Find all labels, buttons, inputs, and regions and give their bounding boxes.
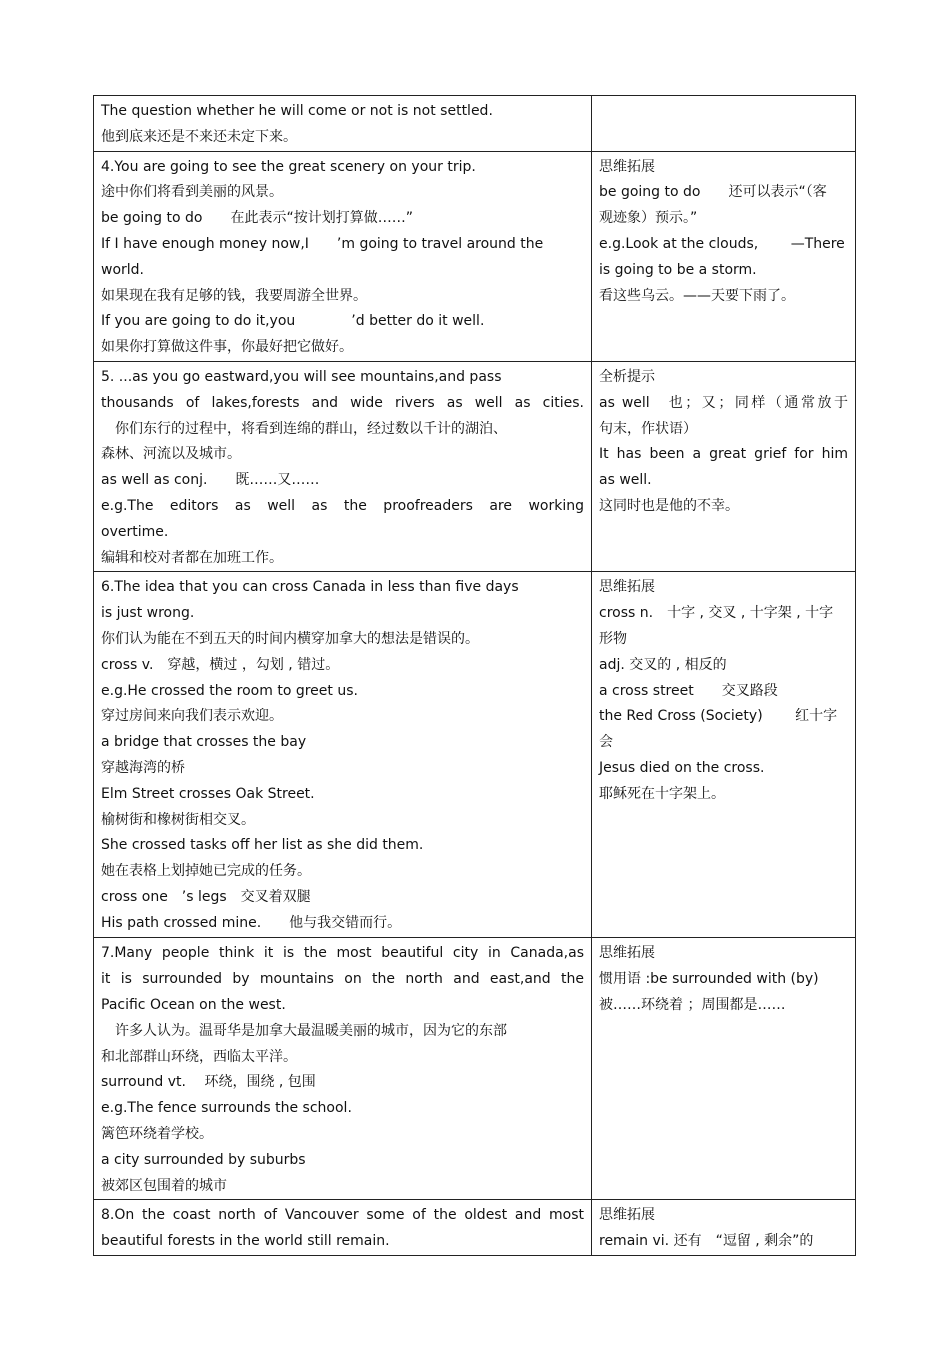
left-cell: [94, 1200, 592, 1256]
left-text-line: cross v. 穿越，横过 ，勾划 , 错过。: [101, 656, 340, 673]
table-row: [94, 572, 856, 938]
left-cell: [94, 151, 592, 361]
left-text-line: 8.On the coast north of Vancouver some of the oldest and most: [101, 1207, 584, 1224]
left-text-line: thousands of lakes,forests and wide rivers as well as cities.: [101, 394, 584, 411]
left-text-line: If I have enough money now,I ’m going to travel around the: [101, 235, 544, 252]
right-text-line: 形物: [599, 630, 627, 647]
left-text-line: 和北部群山环绕，西临太平洋。: [101, 1048, 297, 1065]
right-text-line: 句末，作状语）: [599, 420, 697, 437]
table-row: [94, 361, 856, 571]
left-cell: [94, 361, 592, 571]
left-cell: [94, 572, 592, 938]
left-text-line: 编辑和校对者都在加班工作。: [101, 549, 283, 566]
left-text-line: 如果你打算做这件事，你最好把它做好。: [101, 339, 353, 356]
left-text-line: Elm Street crosses Oak Street.: [101, 785, 315, 802]
table-row: [94, 938, 856, 1200]
right-text-line: adj. 交叉的 , 相反的: [599, 656, 727, 673]
left-text-line: Pacific Ocean on the west.: [101, 996, 286, 1013]
right-cell: [592, 361, 856, 571]
left-text-line: 你们认为能在不到五天的时间内横穿加拿大的想法是错误的。: [101, 630, 479, 647]
right-text-line: 思维拓展: [599, 579, 655, 596]
left-text-line: 途中你们将看到美丽的风景。: [101, 184, 283, 201]
left-cell: [94, 938, 592, 1200]
left-text-line: 篱笆环绕着学校。: [101, 1125, 213, 1142]
right-cell: [592, 96, 856, 152]
left-text-line: 7.Many people think it is the most beautiful city in Canada,as: [101, 945, 584, 962]
left-text-line: 6.The idea that you can cross Canada in less than five days: [101, 579, 519, 596]
left-text-line: world.: [101, 261, 144, 278]
table-row: [94, 96, 856, 152]
right-text-line: 思维拓展: [599, 1207, 655, 1224]
right-cell: [592, 151, 856, 361]
left-text-line: it is surrounded by mountains on the north and east,and the: [101, 971, 584, 988]
right-text-line: Jesus died on the cross.: [599, 759, 765, 776]
right-text-line: 思维拓展: [599, 158, 655, 175]
right-text-line: remain vi. 还有 “逗留 , 剩余”的: [599, 1233, 814, 1250]
left-text-line: 如果现在我有足够的钱，我要周游全世界。: [101, 287, 367, 304]
left-text-line: e.g.The fence surrounds the school.: [101, 1100, 352, 1117]
left-text-line: 4.You are going to see the great scenery on your trip.: [101, 158, 476, 175]
left-text-line: be going to do 在此表示“按计划打算做……”: [101, 210, 413, 227]
right-cell: [592, 938, 856, 1200]
left-text-line: She crossed tasks off her list as she did them.: [101, 837, 424, 854]
left-text-line: 穿越海湾的桥: [101, 759, 185, 776]
right-text-line: It has been a great grief for him: [599, 446, 848, 463]
table-body: [94, 96, 856, 1256]
right-text-line: e.g.Look at the clouds, —There: [599, 235, 845, 252]
right-text-line: a cross street 交叉路段: [599, 682, 778, 699]
left-text-line: e.g.He crossed the room to greet us.: [101, 682, 358, 699]
left-text-line: 她在表格上划掉她已完成的任务。: [101, 863, 311, 880]
right-text-line: 看这些乌云。——天要下雨了。: [599, 287, 795, 304]
table-row: [94, 151, 856, 361]
right-cell: [592, 572, 856, 938]
right-text-line: 这同时也是他的不幸。: [599, 497, 739, 514]
right-text-line: 被……环绕着 ；周围都是……: [599, 996, 786, 1013]
left-text-line: e.g.The editors as well as the proofreaders are working: [101, 497, 584, 514]
left-text-line: overtime.: [101, 523, 169, 540]
left-text-line: 森林、河流以及城市。: [101, 446, 241, 463]
left-text-line: If you are going to do it,you ’d better do it well.: [101, 313, 485, 330]
right-text-line: be going to do 还可以表示“（客: [599, 184, 827, 201]
left-text-line: 被郊区包围着的城市: [101, 1177, 227, 1194]
left-text-line: 你们东行的过程中，将看到连绵的群山，经过数以千计的湖泊、: [101, 420, 507, 437]
left-text-line: 榆树街和橡树街相交叉。: [101, 811, 255, 828]
left-text-line: surround vt. 环绕，围绕 , 包围: [101, 1074, 316, 1091]
left-text-line: 他到底来还是不来还未定下来。: [101, 128, 297, 145]
right-text-line: as well.: [599, 472, 652, 489]
right-text-line: 思维拓展: [599, 945, 655, 962]
right-text-line: the Red Cross (Society) 红十字: [599, 708, 838, 725]
right-text-line: 惯用语 :be surrounded with (by): [599, 971, 819, 988]
left-text-line: is just wrong.: [101, 605, 195, 622]
right-text-line: 耶稣死在十字架上。: [599, 785, 725, 802]
left-text-line: a city surrounded by suburbs: [101, 1151, 306, 1168]
table-row: [94, 1200, 856, 1256]
left-text-line: cross one ’s legs 交叉着双腿: [101, 888, 311, 905]
left-text-line: The question whether he will come or not is not settled.: [101, 103, 493, 119]
right-text-line: 全析提示: [599, 368, 655, 385]
notes-table: [93, 95, 856, 1256]
right-cell: [592, 1200, 856, 1256]
left-text-line: 许多人认为。温哥华是加拿大最温暖美丽的城市，因为它的东部: [101, 1022, 507, 1039]
left-text-line: His path crossed mine. 他与我交错而行。: [101, 914, 402, 931]
right-text-line: 会: [599, 734, 613, 751]
left-text-line: 穿过房间来向我们表示欢迎。: [101, 708, 283, 725]
left-text-line: as well as conj. 既……又……: [101, 472, 320, 489]
left-text-line: beautiful forests in the world still remain.: [101, 1233, 390, 1250]
right-text-line: 观迹象）预示。”: [599, 210, 698, 227]
right-text-line: cross n. 十字 , 交叉 , 十字架 , 十字: [599, 605, 834, 622]
right-text-line: as well 也；又；同样（通常放于: [599, 394, 848, 411]
left-cell: [94, 96, 592, 152]
left-text-line: a bridge that crosses the bay: [101, 734, 307, 751]
right-text-line: is going to be a storm.: [599, 261, 757, 278]
left-text-line: 5. ...as you go eastward,you will see mountains,and pass: [101, 368, 502, 385]
